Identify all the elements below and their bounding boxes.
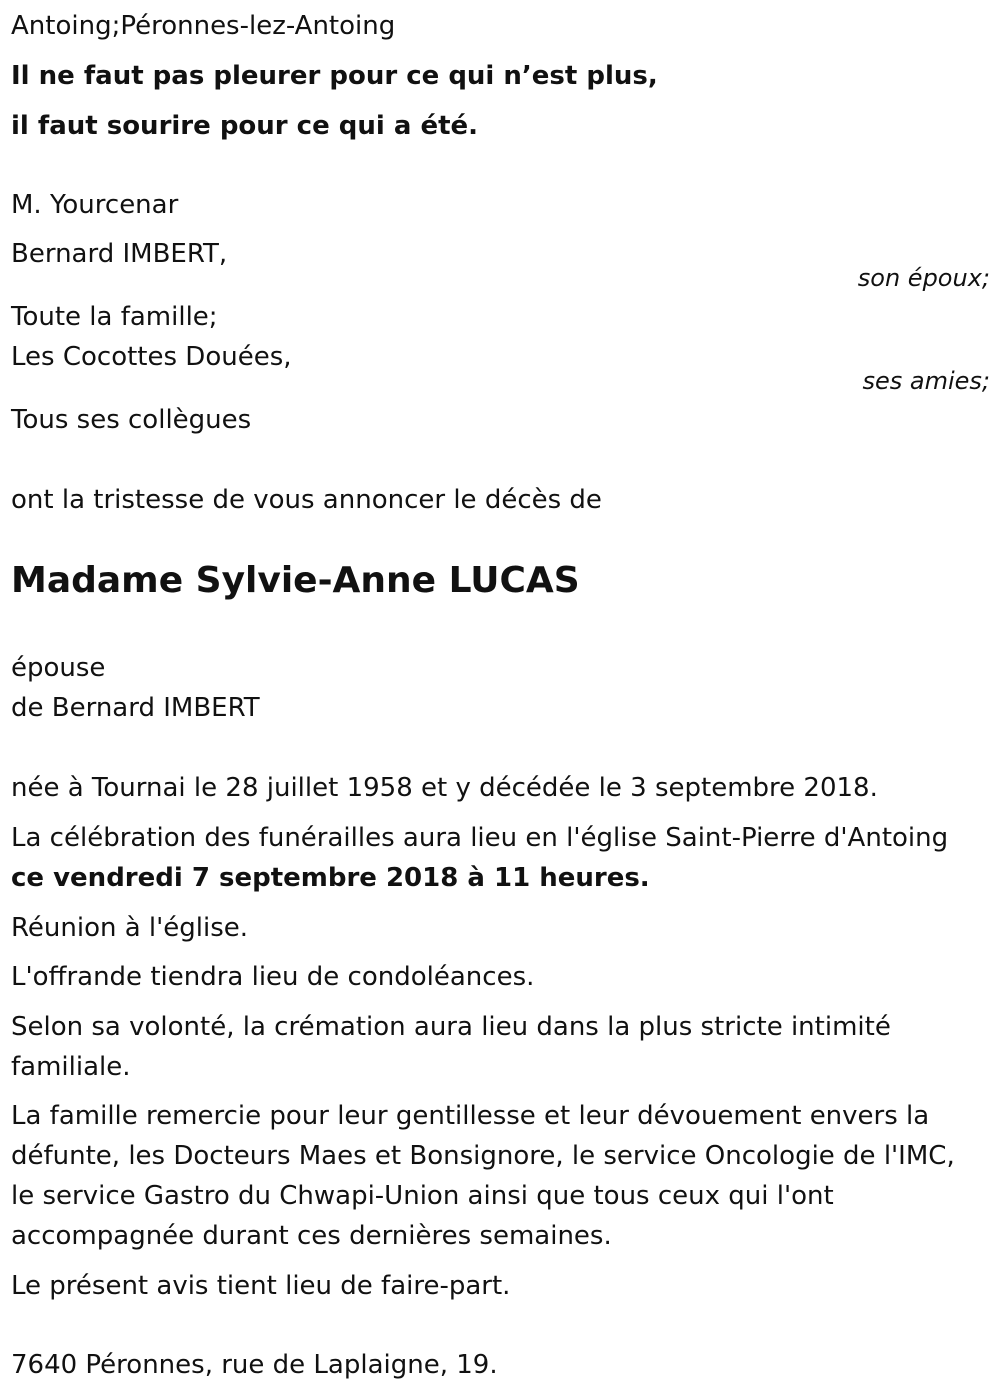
address: 7640 Péronnes, rue de Laplaigne, 19. (11, 1350, 498, 1380)
funeral-datetime: ce vendredi 7 septembre 2018 à 11 heures. (11, 863, 650, 893)
birth-death-dates: née à Tournai le 28 juillet 1958 et y décédée le 3 septembre 2018. (11, 773, 878, 803)
spouse-role: son époux; (857, 264, 990, 292)
celebration-info: La célébration des funérailles aura lieu en l'église Saint-Pierre d'Antoing (11, 823, 949, 853)
relation-line-2: de Bernard IMBERT (11, 693, 260, 723)
cremation-line-1: Selon sa volonté, la crémation aura lieu dans la plus stricte intimité (11, 1012, 891, 1042)
quote-author: M. Yourcenar (11, 190, 179, 220)
quote-line-2: il faut sourire pour ce qui a été. (11, 111, 479, 141)
deceased-name: Madame Sylvie-Anne LUCAS (11, 560, 580, 601)
quote-line-1: Il ne faut pas pleurer pour ce qui n’est plus, (11, 61, 658, 91)
offering-info: L'offrande tiendra lieu de condoléances. (11, 962, 535, 992)
announcement-intro: ont la tristesse de vous annoncer le décès de (11, 485, 602, 515)
faire-part-notice: Le présent avis tient lieu de faire-part. (11, 1271, 511, 1301)
relation-line-1: épouse (11, 653, 106, 683)
friends-role: ses amies; (862, 367, 990, 395)
cremation-line-2: familiale. (11, 1052, 131, 1082)
meeting-info: Réunion à l'église. (11, 913, 249, 943)
location-header: Antoing;Péronnes-lez-Antoing (11, 11, 396, 41)
thanks-line-4: accompagnée durant ces dernières semaines. (11, 1221, 612, 1251)
thanks-line-1: La famille remercie pour leur gentillesse et leur dévouement envers la (11, 1101, 930, 1131)
thanks-line-2: défunte, les Docteurs Maes et Bonsignore, le service Oncologie de l'IMC, (11, 1141, 955, 1171)
friends-group: Les Cocottes Douées, (11, 342, 292, 372)
spouse-name: Bernard IMBERT, (11, 239, 228, 269)
colleagues: Tous ses collègues (11, 405, 252, 435)
family-all: Toute la famille; (11, 302, 218, 332)
thanks-line-3: le service Gastro du Chwapi-Union ainsi que tous ceux qui l'ont (11, 1181, 834, 1211)
